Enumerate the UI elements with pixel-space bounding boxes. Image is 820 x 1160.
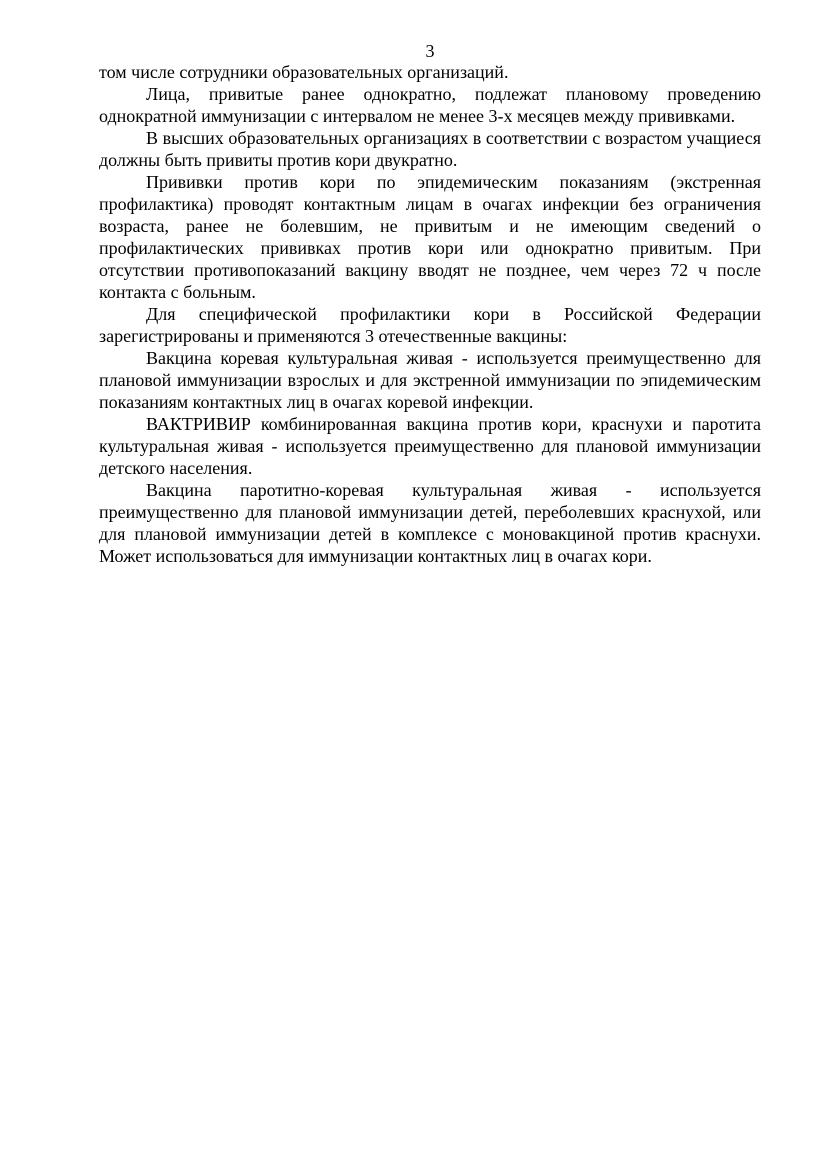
paragraph-continuation: том числе сотрудники образовательных организаций. (99, 62, 509, 82)
paragraph-vaktrivir: ВАКТРИВИР комбинированная вакцина против кори, краснухи и паротита культуральная живая - используется преимущественно для плановой иммунизации детского населения. (99, 414, 761, 478)
paragraph-mumps-measles-vaccine: Вакцина паротитно-коревая культуральная живая - используется преимущественно для плановой иммунизации детей, переболевших краснухой, или для плановой иммунизации детей в комплексе с моновакциной против краснухи. Может использоваться для иммунизации контактных лиц в очагах кори. (99, 480, 761, 566)
paragraph-single-vaccinated: Лица, привитые ранее однократно, подлежат плановому проведению однократной иммунизации с интервалом не менее 3-х месяцев между прививками. (99, 84, 761, 126)
paragraph-registered-vaccines: Для специфической профилактики кори в Российской Федерации зарегистрированы и применяются 3 отечественные вакцины: (99, 304, 761, 346)
paragraph-higher-education: В высших образовательных организациях в соответствии с возрастом учащиеся должны быть привиты против кори двукратно. (99, 128, 761, 170)
paragraph-emergency-prophylaxis: Прививки против кори по эпидемическим показаниям (экстренная профилактика) проводят контактным лицам в очагах инфекции без ограничения возраста, ранее не болевшим, не привитым и не имеющим сведений о профилактических прививках против кори или однократно привитым. При отсутствии противопоказаний вакцину вводят не позднее, чем через 72 ч после контакта с больным. (99, 172, 761, 302)
page-number: 3 (425, 41, 435, 61)
paragraph-measles-vaccine: Вакцина коревая культуральная живая - используется преимущественно для плановой иммунизации взрослых и для экстренной иммунизации по эпидемическим показаниям контактных лиц в очагах коревой инфекции. (99, 348, 761, 412)
document-body (99, 61, 761, 567)
